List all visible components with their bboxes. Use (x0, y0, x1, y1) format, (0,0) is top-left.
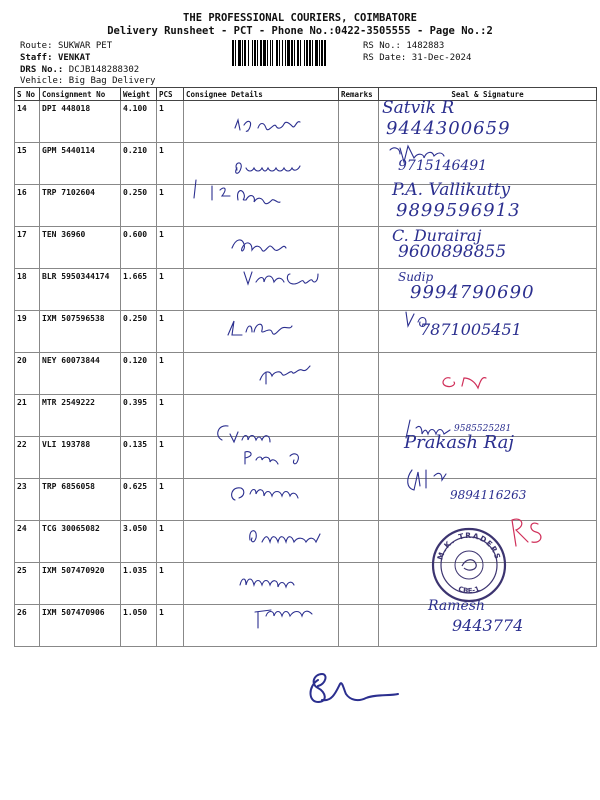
cell-pcs: 1 (157, 521, 184, 563)
route-label: Route: (20, 41, 53, 51)
consignee-scribble-15 (236, 163, 300, 173)
cell-consignment: DPI 448018 (40, 101, 121, 143)
cell-sno: 26 (15, 605, 40, 647)
consignee-scribble-19 (228, 321, 292, 335)
cell-consignment: TCG 30065082 (40, 521, 121, 563)
remark-scribble-24 (512, 519, 541, 546)
consignee-scribble-18 (244, 272, 318, 284)
cell-consignment: NEY 60073844 (40, 353, 121, 395)
consignee-scribble-16b (194, 180, 196, 198)
drs-label: DRS No.: (20, 65, 64, 75)
signature-phone-26: 9443774 (452, 616, 524, 635)
consignee-scribble-22 (245, 452, 298, 464)
col-consignee: Consignee Details (184, 88, 339, 101)
col-consignment: Consignment No (40, 88, 121, 101)
signature-name-22: Prakash Raj (404, 432, 514, 453)
cell-sno: 14 (15, 101, 40, 143)
cell-weight: 3.050 (121, 521, 157, 563)
rs-no-label: RS No.: (363, 41, 401, 51)
cell-consignment: TRP 7102604 (40, 185, 121, 227)
staff-value: VENKAT (57, 53, 91, 63)
signature-phone-17: 9600898855 (398, 242, 507, 262)
col-remarks: Remarks (339, 88, 379, 101)
consignee-scribble-25 (240, 579, 294, 587)
cell-pcs: 1 (157, 101, 184, 143)
staff-label: Staff: (20, 53, 53, 63)
runsheet-subtitle: Delivery Runsheet - PCT - Phone No.:0422-3505555 - Page No.:2 (107, 25, 493, 37)
cell-pcs: 1 (157, 143, 184, 185)
cell-pcs: 1 (157, 563, 184, 605)
cell-sno: 19 (15, 311, 40, 353)
drs-value: DCJB148288302 (68, 65, 140, 75)
rs-date-value: 31-Dec-2024 (411, 53, 472, 63)
consignee-scribble-16 (212, 186, 280, 204)
col-weight: Weight (121, 88, 157, 101)
cell-pcs: 1 (157, 605, 184, 647)
stamp-code-text: CBE-1 (457, 584, 481, 596)
signature-name-17: C. Durairaj (392, 226, 482, 245)
consignee-scribble-17 (232, 240, 286, 251)
vehicle-label: Vehicle: (20, 76, 64, 86)
signature-phone-15: 9715146491 (398, 158, 488, 174)
cell-sno: 25 (15, 563, 40, 605)
final-signature (311, 674, 399, 702)
cell-pcs: 1 (157, 269, 184, 311)
cell-sno: 20 (15, 353, 40, 395)
cell-consignment: TRP 6856058 (40, 479, 121, 521)
cell-consignment: TEN 36960 (40, 227, 121, 269)
remark-scribble-20 (443, 378, 486, 388)
consignee-scribble-23 (232, 488, 298, 500)
cell-consignment: IXM 507470906 (40, 605, 121, 647)
cell-pcs: 1 (157, 437, 184, 479)
cell-sno: 23 (15, 479, 40, 521)
col-pcs: PCS (157, 88, 184, 101)
cell-consignment: MTR 2549222 (40, 395, 121, 437)
col-seal-signature: Seal & Signature (379, 88, 597, 101)
cell-pcs: 1 (157, 185, 184, 227)
cell-consignment: BLR 5950344174 (40, 269, 121, 311)
cell-pcs: 1 (157, 227, 184, 269)
cell-weight: 1.050 (121, 605, 157, 647)
cell-sno: 22 (15, 437, 40, 479)
route-value: SUKWAR PET (57, 41, 113, 51)
signature-phone-23: 9894116263 (450, 488, 527, 502)
cell-weight: 0.135 (121, 437, 157, 479)
signature-phone-18: 9994790690 (410, 282, 535, 303)
signature-name-14: Satvik R (382, 98, 455, 118)
cell-sno: 15 (15, 143, 40, 185)
cell-weight: 4.100 (121, 101, 157, 143)
cell-consignment: IXM 507470920 (40, 563, 121, 605)
company-stamp (430, 526, 508, 604)
vehicle-value: Big Bag Delivery (68, 76, 156, 86)
cell-sno: 16 (15, 185, 40, 227)
cell-consignment: IXM 507596538 (40, 311, 121, 353)
cell-weight: 0.625 (121, 479, 157, 521)
consignee-scribble-21 (218, 426, 270, 442)
signature-phone-16: 9899596913 (396, 200, 521, 221)
consignee-scribble-20 (260, 366, 310, 384)
company-title: THE PROFESSIONAL COURIERS, COIMBATORE (183, 12, 417, 24)
cell-sno: 17 (15, 227, 40, 269)
svg-text:CBE-1 (457, 585, 481, 595)
cell-consignment: VLI 193788 (40, 437, 121, 479)
signature-scribble-23 (408, 470, 446, 490)
signature-phone-19: 7871005451 (420, 320, 522, 339)
cell-weight: 0.120 (121, 353, 157, 395)
rs-no-value: 1482883 (406, 41, 445, 51)
signature-name-16: P.A. Vallikutty (392, 180, 511, 200)
consignee-scribble-14 (235, 120, 300, 131)
cell-pcs: 1 (157, 311, 184, 353)
cell-sno: 18 (15, 269, 40, 311)
signature-phone-21: 9585525281 (454, 424, 512, 434)
svg-text:M.K. TRADERS (435, 531, 502, 561)
cell-sno: 24 (15, 521, 40, 563)
cell-weight: 0.250 (121, 311, 157, 353)
cell-weight: 0.395 (121, 395, 157, 437)
col-sno: S No (15, 88, 40, 101)
signature-name-18: Sudip (398, 270, 434, 284)
consignee-scribble-24 (250, 531, 320, 542)
cell-weight: 0.250 (121, 185, 157, 227)
consignee-scribble-26 (255, 610, 312, 628)
rs-date-label: RS Date: (363, 53, 407, 63)
cell-weight: 1.665 (121, 269, 157, 311)
stamp-arc-text: M.K. TRADERS (435, 530, 503, 561)
cell-sno: 21 (15, 395, 40, 437)
cell-pcs: 1 (157, 479, 184, 521)
cell-weight: 0.600 (121, 227, 157, 269)
signature-phone-14: 9444300659 (386, 118, 511, 139)
cell-pcs: 1 (157, 395, 184, 437)
signature-name-26: Ramesh (428, 598, 485, 614)
cell-weight: 0.210 (121, 143, 157, 185)
cell-consignment: GPM 5440114 (40, 143, 121, 185)
cell-pcs: 1 (157, 353, 184, 395)
cell-weight: 1.035 (121, 563, 157, 605)
